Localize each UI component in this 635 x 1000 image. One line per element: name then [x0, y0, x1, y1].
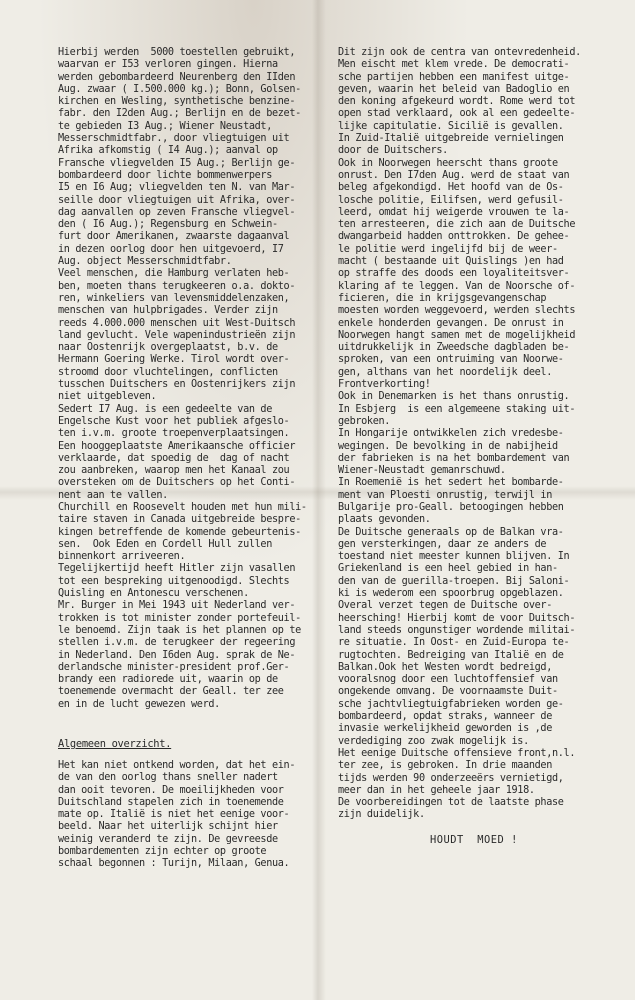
text-line: Het eenige Duitsche offensieve front,n.l. — [338, 747, 576, 759]
text-line: leerd, omdat hij weigerde vrouwen te la- — [338, 206, 570, 218]
text-line: Duitschland stapelen zich in toenemende — [58, 796, 284, 808]
text-line: beleg afgekondigd. Het hoofd van de Os- — [338, 182, 564, 194]
text-line: naar Oostenrijk overgeplaatst, b.v. de — [58, 342, 278, 354]
text-line: In Roemenië is het sedert het bombarde- — [338, 477, 564, 489]
text-line: zijn duidelijk. — [338, 809, 425, 821]
text-line: mate op. Italië is niet het eenige voor- — [58, 809, 290, 821]
text-line: reeds 4.000.000 menschen uit West-Duitsch — [58, 317, 296, 329]
left-column — [58, 47, 320, 711]
text-line: rugtochten. Bedreiging van Italië en de — [338, 649, 564, 661]
text-line: brandy een radiorede uit, waarin op de — [58, 674, 278, 686]
text-line: ki is wederom een spoorbrug opgeblazen. — [338, 588, 564, 600]
text-line: klaring af te leggen. Van de Noorsche of- — [338, 280, 576, 292]
text-line: seille door vliegtuigen uit Afrika, over- — [58, 194, 296, 206]
text-line: nent aan te vallen. — [58, 489, 168, 501]
text-line: sche jachtvliegtuigfabrieken worden ge- — [338, 698, 564, 710]
text-line: vooralsnog door een luchtoffensief van — [338, 674, 558, 686]
text-line: sproken, van een ontruiming van Noorwe- — [338, 354, 564, 366]
text-line: de van den oorlog thans sneller nadert — [58, 772, 278, 784]
text-line: verdediging zoo zwak mogelijk is. — [338, 735, 529, 747]
text-line: Tegelijkertijd heeft Hitler zijn vasallen — [58, 563, 296, 575]
text-line: oversteken om de Duitschers op het Conti- — [58, 477, 296, 489]
text-line: gebroken. — [338, 415, 391, 427]
text-line: land steeds ongunstiger wordende militai- — [338, 624, 576, 636]
right-column — [338, 47, 623, 822]
text-line: Hermann Goering Werke. Tirol wordt over- — [58, 354, 290, 366]
text-line: menschen van hulpbrigades. Verder zijn — [58, 305, 278, 317]
text-line: invasie werkelijkheid geworden is ,de — [338, 723, 552, 735]
text-line: kingen betreffende de komende gebeurtenis- — [58, 526, 301, 538]
text-line: sche partijen hebben een manifest uitge- — [338, 71, 570, 83]
text-line: gen versterkingen, daar ze anders de — [338, 538, 547, 550]
text-line: stroomd door vluchtelingen, conflicten — [58, 366, 278, 378]
text-line: Quisling en Antonescu verschenen. — [58, 588, 249, 600]
text-line: dwangarbeid hadden onttrokken. De gehee- — [338, 231, 570, 243]
text-line: Frontverkorting! — [338, 379, 431, 391]
text-line: trokken is tot minister zonder portefeuil- — [58, 612, 301, 624]
text-line: toenemende overmacht der Geall. ter zee — [58, 686, 284, 698]
left-column-overview — [58, 760, 320, 871]
text-line: losche politie, Eilifsen, werd gefusil- — [338, 194, 564, 206]
text-line: den koning afgekeurd wordt. Rome werd tot — [338, 96, 576, 108]
text-line: moesten worden weggevoerd, werden slechts — [338, 305, 576, 317]
section-heading: Algemeen overzicht. — [58, 738, 172, 750]
text-line: toestand niet meester kunnen blijven. In — [338, 551, 570, 563]
text-line: Engelsche Kust voor het publiek afgeslo- — [58, 415, 290, 427]
text-line: uitdrukkelijk in Zweedsche dagbladen be- — [338, 342, 570, 354]
text-line: Wiener-Neustadt gemanrschuwd. — [338, 465, 506, 477]
text-line: Ook in Noorwegen heerscht thans groote — [338, 157, 558, 169]
text-line: ten arresteeren, die zich aan de Duitsche — [338, 219, 576, 231]
text-line: Mr. Burger in Mei 1943 uit Nederland ver- — [58, 600, 296, 612]
text-line: Balkan.Ook het Westen wordt bedreigd, — [338, 661, 552, 673]
text-line: I5 en I6 Aug; vliegvelden ten N. van Mar- — [58, 182, 296, 194]
text-line: door de Duitschers. — [338, 145, 448, 157]
text-line: ment van Ploesti onrustig, terwijl in — [338, 489, 552, 501]
text-line: Aug. zwaar ( I.500.000 kg.); Bonn, Golsen- — [58, 83, 301, 95]
text-line: geven, waarin het beleid van Badoglio en — [338, 83, 570, 95]
text-line: tot een bespreking uitgenoodigd. Slechts — [58, 575, 290, 587]
text-line: ren, winkeliers van levensmiddelenzaken, — [58, 292, 290, 304]
text-line: werden gebombardeerd Neurenberg den IIden — [58, 71, 296, 83]
text-line: Overal verzet tegen de Duitsche over- — [338, 600, 552, 612]
text-line: stellen i.v.m. de terugkeer der regeering — [58, 637, 296, 649]
text-line: lijke capitulatie. Sicilië is gevallen. — [338, 120, 564, 132]
text-line: op straffe des doods een loyaliteitsver- — [338, 268, 570, 280]
text-line: zou aanbreken, waarop men het Kanaal zou — [58, 465, 290, 477]
text-line: weinig veranderd te zijn. De gevreesde — [58, 833, 278, 845]
text-line: Hierbij werden 5000 toestellen gebruikt, — [58, 47, 296, 58]
text-line: plaats gevonden. — [338, 514, 431, 526]
text-line: ten i.v.m. groote troepenverplaatsingen. — [58, 428, 290, 440]
text-line: gen, althans van het noordelijk deel. — [338, 366, 552, 378]
text-line: ficieren, die in krijgsgevangenschap — [338, 292, 547, 304]
text-line: tusschen Duitschers en Oostenrijkers zijn — [58, 379, 296, 391]
text-line: open stad verklaard, ook al een gedeelte- — [338, 108, 576, 120]
text-line: der fabrieken is na het bombardement van — [338, 452, 570, 464]
text-line: In Hongarije ontwikkelen zich vredesbe- — [338, 428, 564, 440]
text-line: bombardeerd door lichte bommenwerpers — [58, 169, 272, 181]
text-line: den van de guerilla-troepen. Bij Saloni- — [338, 575, 570, 587]
text-line: sen. Ook Eden en Cordell Hull zullen — [58, 538, 272, 550]
text-line: Sedert I7 Aug. is een gedeelte van de — [58, 403, 272, 415]
text-line: le benoemd. Zijn taak is het plannen op te — [58, 624, 301, 636]
text-line: bombardementen zijn echter op groote — [58, 846, 267, 858]
text-line: onrust. Den I7den Aug. werd de staat van — [338, 169, 570, 181]
text-line: beeld. Naar het uiterlijk schijnt hier — [58, 821, 278, 833]
text-line: Bulgarije pro-Geall. betoogingen hebben — [338, 501, 564, 513]
text-line: verklaarde, dat spoedig de dag of nacht — [58, 452, 290, 464]
text-line: kirchen en Wesling, synthetische benzine- — [58, 96, 296, 108]
text-line: le politie werd ingelijfd bij de weer- — [338, 243, 558, 255]
text-line: De voorbereidingen tot de laatste phase — [338, 797, 564, 809]
text-line: Fransche vliegvelden I5 Aug.; Berlijn ge- — [58, 157, 296, 169]
text-line: ongekende omvang. De voornaamste Duit- — [338, 686, 558, 698]
text-line: land gevlucht. Vele wapenindustrieën zijn — [58, 329, 296, 341]
text-line: den ( I6 Aug.); Regensburg en Schwein- — [58, 219, 278, 231]
text-line: re situatie. In Oost- en Zuid-Europa te- — [338, 637, 570, 649]
text-line: en in de lucht gewezen werd. — [58, 698, 220, 710]
text-line: schaal begonnen : Turijn, Milaan, Genua. — [58, 858, 290, 870]
text-line: Griekenland is een heel gebied in han- — [338, 563, 558, 575]
text-line: ter zee, is gebroken. In drie maanden — [338, 760, 552, 772]
text-line: binnenkort arriveeren. — [58, 551, 186, 563]
text-line: De Duitsche generaals op de Balkan vra- — [338, 526, 564, 538]
text-line: Afrika afkomstig ( I4 Aug.); aanval op — [58, 145, 278, 157]
text-line: Aug. object Messerschmidtfabr. — [58, 256, 232, 268]
text-line: wegingen. De bevolking in de nabijheid — [338, 440, 558, 452]
text-line: Men eischt met klem vrede. De democrati- — [338, 59, 570, 71]
text-line: Churchill en Roosevelt houden met hun mili- — [58, 501, 307, 513]
signoff: HOUDT MOED ! — [430, 834, 518, 846]
text-line: dag aanvallen op zeven Fransche vliegvel- — [58, 206, 296, 218]
text-line: In Esbjerg is een algemeene staking uit- — [338, 403, 576, 415]
text-line: dan ooit tevoren. De moeilijkheden voor — [58, 784, 284, 796]
text-line: fabr. den I2den Aug.; Berlijn en de bezet- — [58, 108, 301, 120]
text-line: In Zuid-Italië uitgebreide vernielingen — [338, 133, 564, 145]
text-line: Een hooggeplaatste Amerikaansche officier — [58, 440, 296, 452]
text-line: Noorwegen hangt samen met de mogelijkheid — [338, 329, 576, 341]
text-line: Ook in Denemarken is het thans onrustig. — [338, 391, 570, 403]
text-line: furt door Amerikanen, zwaarste dagaanval — [58, 231, 290, 243]
text-line: enkele honderden gevangen. De onrust in — [338, 317, 564, 329]
text-line: niet uitgebleven. — [58, 391, 157, 403]
text-line: macht ( bestaande uit Quislings )en had — [338, 256, 564, 268]
text-line: in Nederland. Den I6den Aug. sprak de Ne- — [58, 649, 296, 661]
text-line: waarvan er I53 verloren gingen. Hierna — [58, 59, 278, 71]
text-line: Dit zijn ook de centra van ontevredenheid. — [338, 47, 581, 58]
text-line: meer dan in het geheele jaar 1918. — [338, 784, 535, 796]
text-line: Messerschmidtfabr., door vliegtuigen uit — [58, 133, 290, 145]
text-line: ben, moeten thans terugkeeren o.a. dokto- — [58, 280, 296, 292]
text-line: derlandsche minister-president prof.Ger- — [58, 661, 290, 673]
text-line: heersching! Hierbij komt de voor Duitsch- — [338, 612, 576, 624]
text-line: bombardeerd, opdat straks, wanneer de — [338, 711, 552, 723]
text-line: Het kan niet ontkend worden, dat het ein- — [58, 760, 296, 771]
text-line: in dezen oorlog door hen uitgevoerd, I7 — [58, 243, 284, 255]
text-line: te gebieden I3 Aug.; Wiener Neustadt, — [58, 120, 272, 132]
text-line: tijds werden 90 onderzeeërs vernietigd, — [338, 772, 564, 784]
text-line: Veel menschen, die Hamburg verlaten heb- — [58, 268, 290, 280]
text-line: taire staven in Canada uitgebreide bespre- — [58, 514, 301, 526]
